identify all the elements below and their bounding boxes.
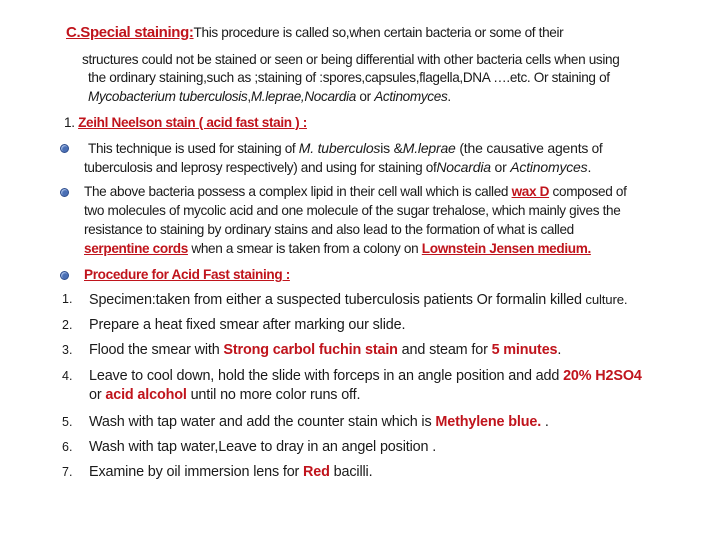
bullet-3-line-1	[84, 266, 290, 284]
step-text: until no more color runs off.	[186, 387, 361, 403]
highlight-term: 5 minutes	[491, 342, 558, 358]
step-number: 6.	[62, 440, 73, 454]
bullet-text: or	[490, 159, 511, 175]
bullet-2-line-2: two molecules of mycolic acid and one molecule of the sugar trehalose, which mainly gives the	[84, 203, 621, 218]
step-text: .	[557, 342, 562, 358]
step-6: Wash with tap water,Leave to dray in an angel position .	[89, 439, 437, 455]
step-4-line-2	[89, 386, 360, 405]
step-3	[89, 341, 561, 360]
highlight-term: Methylene blue.	[435, 414, 542, 430]
step-5	[89, 413, 549, 432]
step-text: Leave to cool down, hold the slide with forceps in an angle position and add	[89, 368, 564, 384]
bullet-text: .	[587, 159, 592, 175]
highlight-term: Lownstein Jensen medium.	[421, 241, 591, 256]
section-number: 1.	[64, 115, 79, 130]
step-4-line-1	[89, 367, 642, 386]
section-1-title	[64, 114, 307, 132]
organism-name: Nocardia	[436, 159, 491, 175]
intro-line-2: structures could not be stained or seen or being differential with other bacteria cells when using	[82, 52, 620, 67]
step-text: Flood the smear with	[89, 342, 224, 358]
step-number: 2.	[62, 318, 73, 332]
step-number: 3.	[62, 343, 73, 357]
intro-text: This procedure is called so,when certain bacteria or some of their	[193, 25, 564, 40]
step-text: Examine by oil immersion lens for	[89, 464, 304, 480]
bullet-2-line-1	[84, 183, 627, 201]
bullet-icon	[60, 144, 69, 153]
bullet-text: composed of	[549, 184, 627, 199]
organism-name: M. tuberculos	[298, 140, 381, 156]
bullet-text: The above bacteria possess a complex lipid in their cell wall which is called	[84, 184, 512, 199]
step-number: 1.	[62, 292, 73, 306]
step-text: and steam for	[397, 342, 492, 358]
bullet-2-line-3: resistance to staining by ordinary stains and also lead to the formation of what is called	[84, 222, 574, 237]
intro-line-1	[66, 24, 563, 42]
step-text: .	[541, 414, 549, 430]
bullet-text: This technique is used for staining of	[88, 141, 299, 156]
step-text: or	[89, 387, 106, 403]
step-text: bacilli.	[329, 464, 373, 480]
highlight-term: 20% H2SO4	[563, 368, 642, 384]
intro-text: ,	[247, 89, 251, 104]
bullet-text: is &	[380, 140, 403, 156]
step-2: Prepare a heat fixed smear after marking our slide.	[89, 317, 406, 333]
intro-text: or	[355, 89, 375, 104]
step-number: 7.	[62, 465, 73, 479]
organism-name: M.leprae	[402, 140, 456, 156]
highlight-term: wax D	[511, 184, 550, 199]
intro-line-3: the ordinary staining,such as ;staining of :spores,capsules,flagella,DNA ….etc. Or staining of	[88, 70, 610, 85]
step-number: 5.	[62, 415, 73, 429]
step-number: 4.	[62, 369, 73, 383]
bullet-2-line-4	[84, 240, 591, 258]
bullet-icon	[60, 188, 69, 197]
highlight-term: serpentine cords	[84, 241, 188, 256]
bullet-1-line-1	[88, 139, 602, 158]
bullet-text: when a smear is taken from a colony on	[187, 241, 422, 256]
bullet-text: of	[588, 141, 603, 156]
step-1	[89, 290, 627, 310]
highlight-term: Strong carbol fuchin stain	[223, 342, 398, 358]
organism-name: Actinomyces	[510, 159, 588, 175]
organism-name: Mycobacterium tuberculosis	[88, 89, 248, 104]
special-staining-heading: C.Special staining:	[66, 24, 194, 41]
bullet-text: (the causative agents	[455, 140, 589, 156]
bullet-icon	[60, 271, 69, 280]
organism-name: Actinomyces	[374, 89, 448, 104]
section-title: Zeihl Neelson stain ( acid fast stain ) :	[78, 115, 307, 130]
bullet-1-line-2	[84, 158, 591, 177]
highlight-term: Red	[303, 464, 330, 480]
step-text: Wash with tap water and add the counter stain which is	[89, 414, 436, 430]
highlight-term: acid alcohol	[105, 387, 187, 403]
step-text: culture.	[581, 292, 628, 307]
step-7	[89, 463, 372, 482]
bullet-text: tuberculosis and leprosy respectively) and using for staining of	[84, 160, 437, 175]
step-text: Specimen:taken from either a suspected tuberculosis patients Or formalin killed	[89, 292, 582, 308]
intro-line-4	[88, 88, 451, 106]
organism-name: M.leprae,Nocardia	[250, 89, 356, 104]
intro-text: .	[447, 89, 451, 104]
procedure-heading: Procedure for Acid Fast staining :	[84, 267, 290, 282]
